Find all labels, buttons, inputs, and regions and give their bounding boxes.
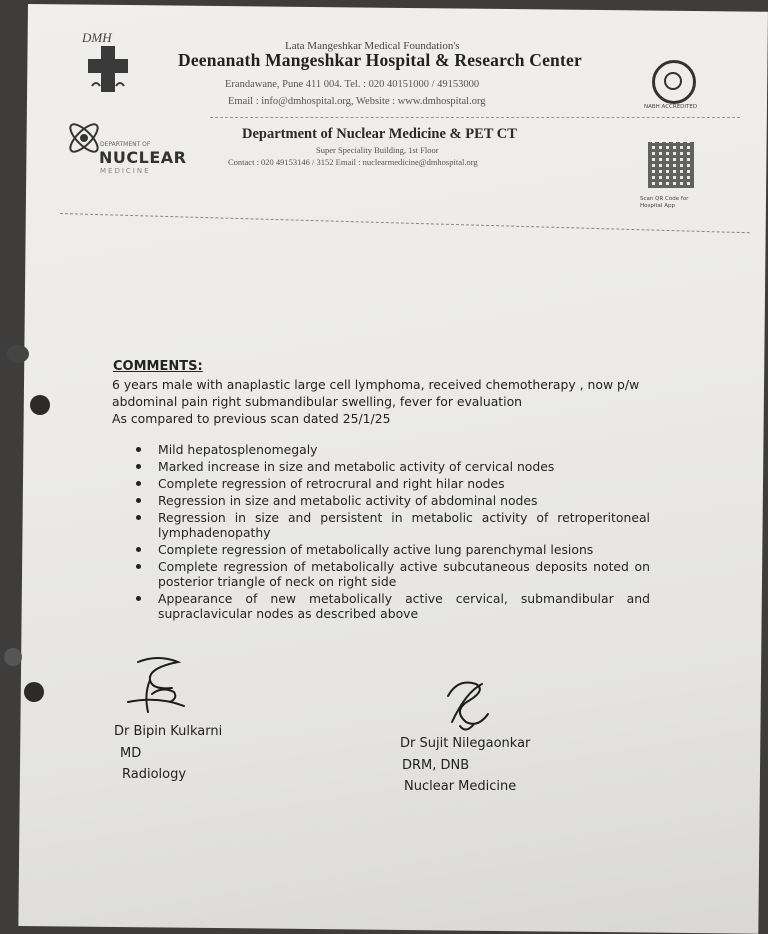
hospital-name: Deenanath Mangeshkar Hospital & Research Center xyxy=(178,50,582,70)
finding-item xyxy=(130,591,650,621)
bullet-dot-icon xyxy=(136,447,141,452)
bullet-dot-icon xyxy=(136,547,141,552)
department-building: Super Speciality Building, 1st Floor xyxy=(316,145,439,155)
signatory-left-name: Dr Bipin Kulkarni xyxy=(114,724,223,739)
punch-hole xyxy=(30,395,50,415)
hospital-contact: Email : info@dmhospital.org, Website : www.dmhospital.org xyxy=(228,96,486,107)
nuclear-logo-sub: MEDICINE xyxy=(100,167,151,175)
cross-emblem-icon xyxy=(86,46,130,96)
header-divider xyxy=(210,117,740,118)
signature-right-icon xyxy=(434,670,504,740)
finding-item xyxy=(130,459,650,474)
qr-code-icon xyxy=(648,142,694,188)
nabh-seal-icon xyxy=(652,60,696,104)
finding-text: Mild hepatosplenomegaly xyxy=(158,442,318,457)
bullet-dot-icon xyxy=(136,464,141,469)
department-contact: Contact : 020 49153146 / 3152 Email : nuclearmedicine@dmhospital.org xyxy=(228,157,478,167)
bullet-dot-icon xyxy=(136,515,141,520)
bullet-dot-icon xyxy=(136,498,141,503)
finding-text: Appearance of new metabolically active cervical, submandibular and supraclavicular nodes as described above xyxy=(158,591,650,621)
finding-text: Complete regression of metabolically active subcutaneous deposits noted on posterior triangle of neck on right side xyxy=(158,559,650,589)
nuclear-logo-small: DEPARTMENT OF xyxy=(100,141,151,148)
findings-list xyxy=(130,442,650,623)
finding-text: Complete regression of metabolically active lung parenchymal lesions xyxy=(158,542,594,557)
finding-item xyxy=(130,442,650,457)
bullet-dot-icon xyxy=(136,564,141,569)
finding-text: Marked increase in size and metabolic activity of cervical nodes xyxy=(158,459,555,474)
hospital-logo xyxy=(80,30,140,100)
finding-text: Complete regression of retrocrural and right hilar nodes xyxy=(158,476,505,491)
finding-text: Regression in size and persistent in metabolic activity of retroperitoneal lymphadenopathy xyxy=(158,510,650,540)
bullet-dot-icon xyxy=(136,481,141,486)
comparison-line: As compared to previous scan dated 25/1/25 xyxy=(112,411,391,426)
comments-intro-line-1: 6 years male with anaplastic large cell lymphoma, received chemotherapy , now p/w xyxy=(112,377,640,392)
atom-logo-icon xyxy=(64,118,104,158)
comments-heading: COMMENTS: xyxy=(113,359,203,374)
hospital-monogram: DMH xyxy=(82,30,112,45)
punch-hole xyxy=(7,345,29,363)
nuclear-logo-main: NUCLEAR xyxy=(99,148,187,167)
seal-caption: NABH ACCREDITED xyxy=(644,104,698,110)
finding-item xyxy=(130,476,650,491)
qr-caption: Scan QR Code for Hospital App xyxy=(640,196,689,209)
finding-text: Regression in size and metabolic activity of abdominal nodes xyxy=(158,493,538,508)
signatory-right-qualification: DRM, DNB xyxy=(402,758,470,773)
finding-item xyxy=(130,559,650,589)
signatory-left-department: Radiology xyxy=(122,767,187,782)
signatory-right-department: Nuclear Medicine xyxy=(404,779,517,794)
department-title: Department of Nuclear Medicine & PET CT xyxy=(242,126,517,142)
comments-intro-line-2: abdominal pain right submandibular swelling, fever for evaluation xyxy=(112,394,523,409)
foundation-name: Lata Mangeshkar Medical Foundation's xyxy=(285,40,460,52)
signature-left-icon xyxy=(120,650,200,720)
signatory-right-name: Dr Sujit Nilegaonkar xyxy=(400,736,531,751)
finding-item xyxy=(130,493,650,508)
header-divider xyxy=(60,213,750,233)
bullet-dot-icon xyxy=(136,596,141,601)
punch-hole xyxy=(24,682,44,702)
finding-item xyxy=(130,510,650,540)
punch-hole xyxy=(4,648,22,666)
hospital-address: Erandawane, Pune 411 004. Tel. : 020 40151000 / 49153000 xyxy=(225,79,480,90)
signatory-left-qualification: MD xyxy=(120,746,142,761)
finding-item xyxy=(130,542,650,557)
